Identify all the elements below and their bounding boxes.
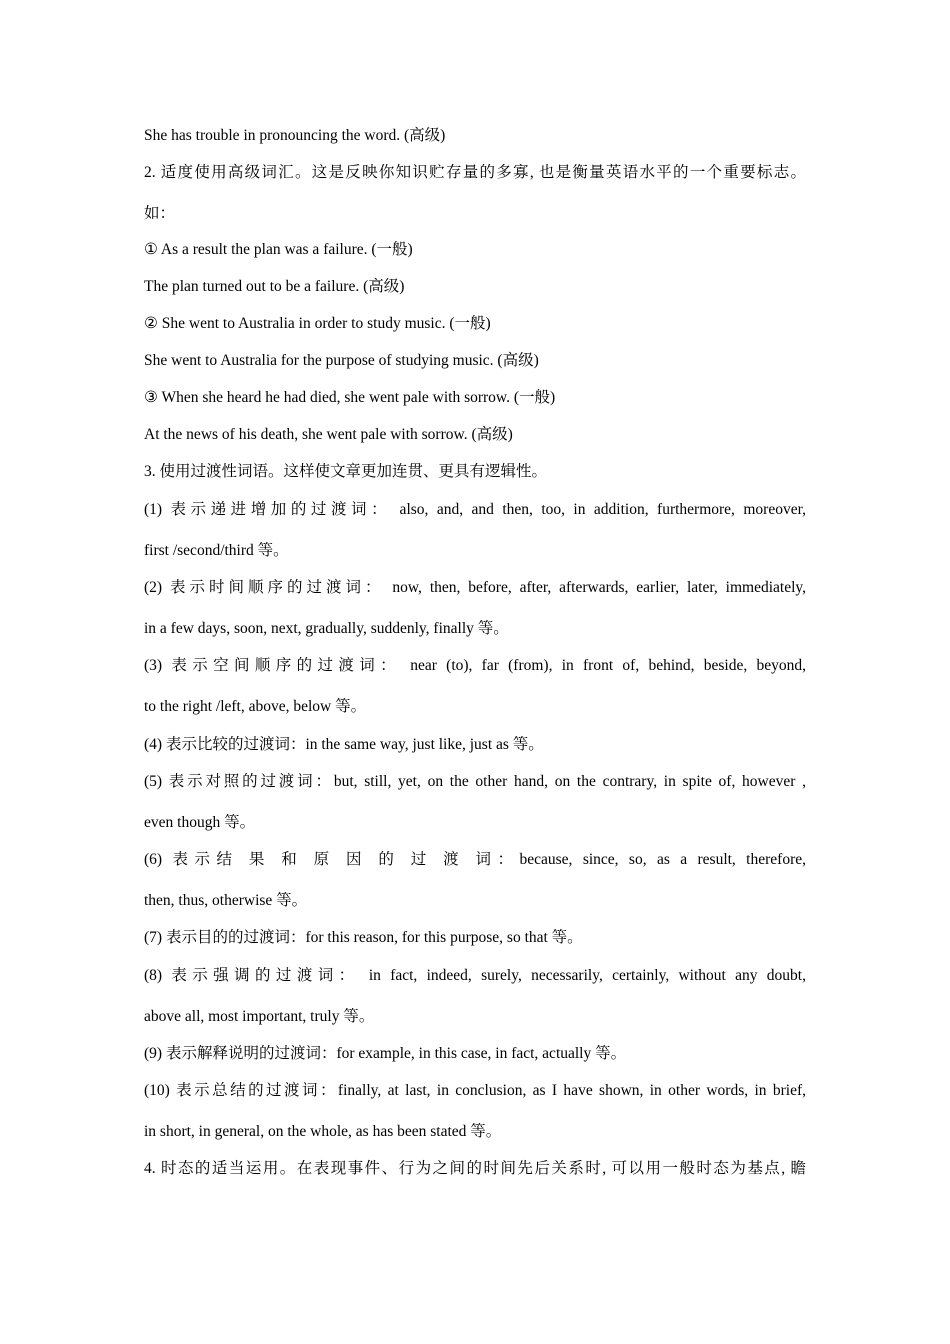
example-1-advanced: The plan turned out to be a failure. (高级) xyxy=(144,278,405,295)
transition-item-10-continued: in short, in general, on the whole, as has been stated 等。 xyxy=(144,1123,502,1140)
transition-item-3-continued: to the right /left, above, below 等。 xyxy=(144,698,367,715)
transition-item-6-continued: then, thus, otherwise 等。 xyxy=(144,892,308,909)
heading-4-tense-usage: 4. 时态的适当运用。在表现事件、行为之间的时间先后关系时, 可以用一般时态为基点, 瞻 xyxy=(144,1160,806,1177)
example-2-general: ② She went to Australia in order to study music. (一般) xyxy=(144,315,491,332)
transition-item-2: (2) 表示时间顺序的过渡词： now, then, before, after, afterwards, earlier, later, immediately, xyxy=(144,579,806,596)
transition-item-1: (1) 表示递进增加的过渡词： also, and, and then, too, in addition, furthermore, moreover, xyxy=(144,501,806,518)
transition-item-2-continued: in a few days, soon, next, gradually, suddenly, finally 等。 xyxy=(144,620,509,637)
transition-item-5-continued: even though 等。 xyxy=(144,814,256,831)
heading-2-advanced-vocabulary: 2. 适度使用高级词汇。这是反映你知识贮存量的多寡, 也是衡量英语水平的一个重要标志。 xyxy=(144,164,806,181)
transition-item-8: (8) 表示强调的过渡词： in fact, indeed, surely, necessarily, certainly, without any doubt, xyxy=(144,967,806,984)
transition-item-7: (7) 表示目的的过渡词：for this reason, for this purpose, so that 等。 xyxy=(144,929,583,946)
transition-item-8-continued: above all, most important, truly 等。 xyxy=(144,1008,375,1025)
transition-item-1-continued: first /second/third 等。 xyxy=(144,542,289,559)
example-3-advanced: At the news of his death, she went pale with sorrow. (高级) xyxy=(144,426,513,443)
text-line-example-advanced: She has trouble in pronouncing the word. (高级) xyxy=(144,127,446,144)
heading-3-transition-words: 3. 使用过渡性词语。这样使文章更加连贯、更具有逻辑性。 xyxy=(144,463,548,480)
transition-item-6: (6) 表示结 果 和 原 因 的 过 渡 词：because, since, so, as a result, therefore, xyxy=(144,851,806,868)
transition-item-4: (4) 表示比较的过渡词：in the same way, just like, just as 等。 xyxy=(144,736,544,753)
example-2-advanced: She went to Australia for the purpose of studying music. (高级) xyxy=(144,352,539,369)
transition-item-9: (9) 表示解释说明的过渡词：for example, in this case, in fact, actually 等。 xyxy=(144,1045,627,1062)
transition-item-10: (10) 表示总结的过渡词：finally, at last, in conclusion, as I have shown, in other words, in brief, xyxy=(144,1082,806,1099)
text-line-such-as: 如： xyxy=(144,205,176,222)
example-3-general: ③ When she heard he had died, she went pale with sorrow. (一般) xyxy=(144,389,556,406)
transition-item-3: (3) 表示空间顺序的过渡词： near (to), far (from), in front of, behind, beside, beyond, xyxy=(144,657,806,674)
transition-item-5: (5) 表示对照的过渡词：but, still, yet, on the other hand, on the contrary, in spite of, however , xyxy=(144,773,806,790)
example-1-general: ① As a result the plan was a failure. (一般) xyxy=(144,241,413,258)
